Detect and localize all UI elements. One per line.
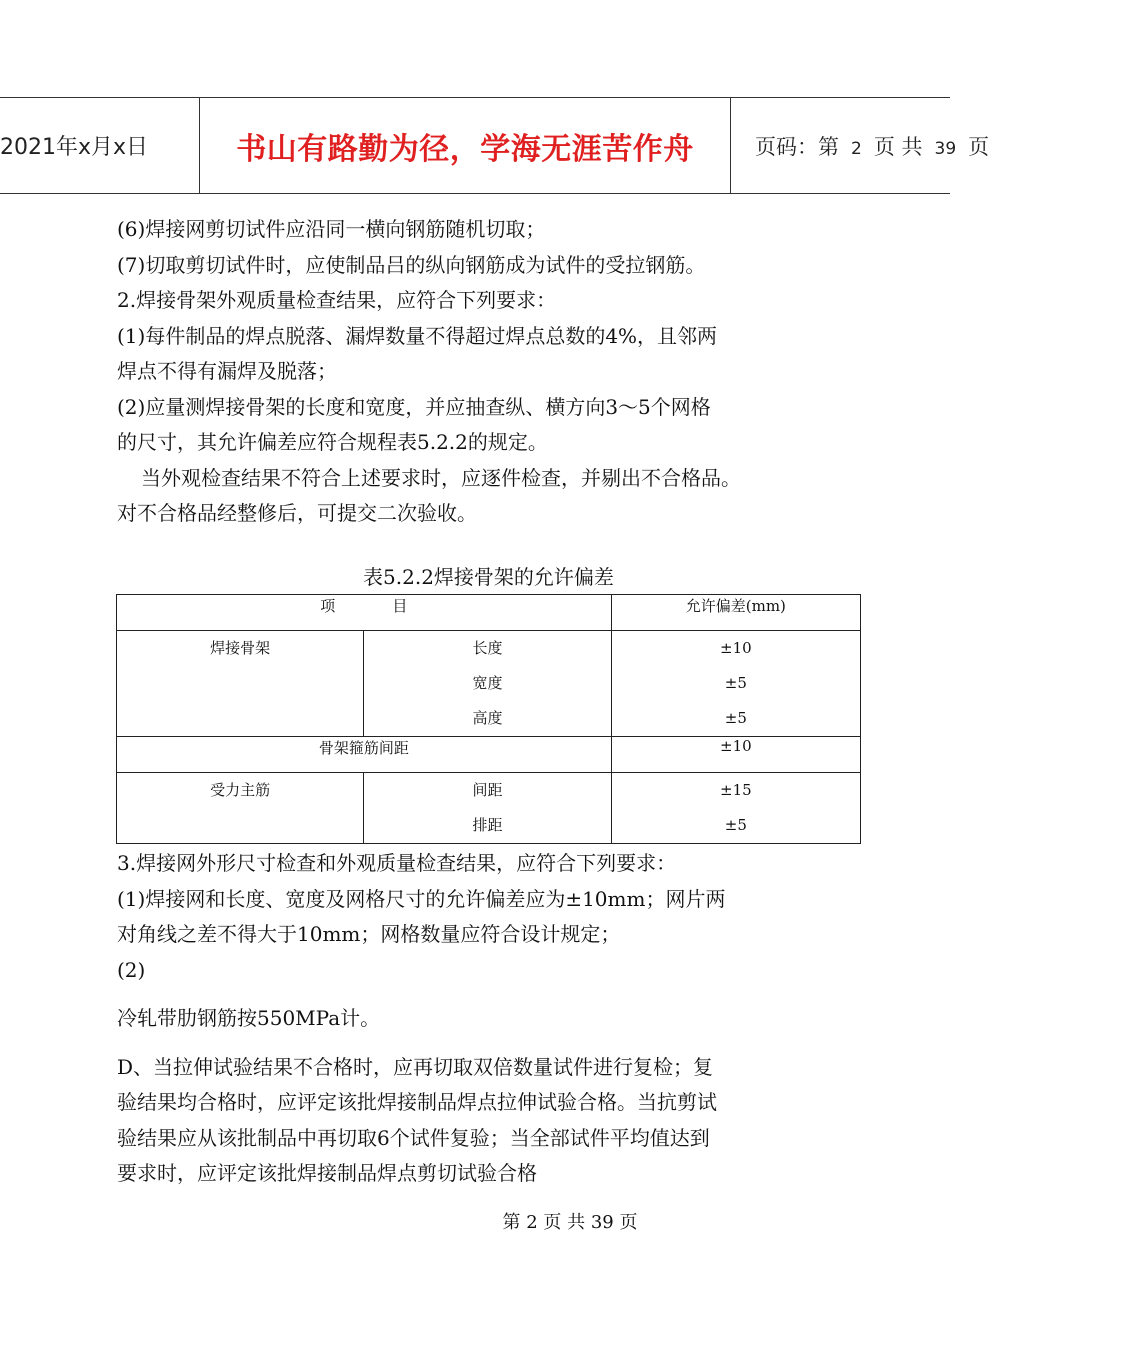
group1-value: ±5 (724, 674, 747, 692)
header-page-num: 2 (851, 138, 862, 159)
header-page-info (731, 131, 989, 161)
table-cell-group-name (117, 773, 364, 844)
page-footer: 第 2 页 共 39 页 (502, 1212, 638, 1233)
group3-item: 间距 (472, 781, 503, 799)
header-date-cell (0, 98, 199, 193)
paragraph-line: 验结果应从该批制品中再切取6个试件复验；当全部试件平均值达到 (117, 1125, 710, 1150)
group3-value: ±15 (720, 781, 752, 799)
table-header-item-text: 项 目 (320, 597, 408, 615)
group1-name: 焊接骨架 (210, 639, 271, 657)
group3-name: 受力主筋 (210, 781, 271, 799)
header-date: 2021年x月x日 (0, 135, 149, 160)
group1-item: 宽度 (472, 674, 503, 692)
paragraph-line: 3.焊接网外形尺寸检查和外观质量检查结果，应符合下列要求： (117, 851, 677, 875)
paragraph-line: 焊点不得有漏焊及脱落； (117, 359, 337, 383)
paragraph-line: 对角线之差不得大于10mm；网格数量应符合设计规定； (117, 922, 621, 946)
header-page-end: 页 (968, 134, 990, 159)
table-cell-items (364, 773, 611, 844)
table-header-tolerance: 允许偏差(mm) (611, 595, 860, 631)
group1-item: 高度 (472, 709, 503, 727)
header-page-total: 39 (934, 138, 957, 159)
paragraph-line: (7)切取剪切试件时，应使制品吕的纵向钢筋成为试件的受拉钢筋。 (117, 252, 706, 277)
paragraph-line: (1)每件制品的焊点脱落、漏焊数量不得超过焊点总数的4%，且邻两 (117, 323, 718, 348)
table-cell-values (611, 631, 860, 737)
paragraph-line: 对不合格品经整修后，可提交二次验收。 (117, 501, 477, 525)
paragraph-line: (6)焊接网剪切试件应沿同一横向钢筋随机切取； (117, 217, 546, 241)
paragraph-line: 要求时，应评定该批焊接制品焊点剪切试验合格 (117, 1161, 537, 1185)
group1-item: 长度 (472, 639, 503, 657)
paragraph-line: 验结果均合格时，应评定该批焊接制品焊点拉伸试验合格。当抗剪试 (117, 1090, 717, 1114)
paragraph-line: 冷轧带肋钢筋按550MPa计。 (117, 1006, 381, 1030)
paragraph-line: (2)应量测焊接骨架的长度和宽度，并应抽查纵、横方向3～5个网格 (117, 394, 711, 419)
group3-value: ±5 (724, 816, 747, 834)
table-cell-group-name (117, 631, 364, 737)
paragraph-line: (1)焊接网和长度、宽度及网格尺寸的允许偏差应为±10mm；网片两 (117, 886, 726, 911)
header-page-cell (731, 98, 990, 193)
header-motto-cell (199, 98, 731, 193)
table-cell-values (611, 773, 860, 844)
header-motto: 书山有路勤为径，学海无涯苦作舟 (236, 131, 694, 167)
table-header-row (117, 595, 861, 631)
table-caption: 表5.2.2焊接骨架的允许偏差 (363, 565, 614, 589)
page-header (0, 97, 990, 194)
group3-item: 排距 (472, 816, 503, 834)
paragraph-line: 2.焊接骨架外观质量检查结果，应符合下列要求： (117, 288, 557, 312)
body-text-top (117, 212, 877, 532)
table-cell-items (364, 631, 611, 737)
table-header-item (117, 595, 612, 631)
tolerance-table (116, 594, 861, 844)
paragraph-line: 的尺寸，其允许偏差应符合规程表5.2.2的规定。 (117, 430, 548, 454)
row2-name: 骨架箍筋间距 (117, 737, 612, 773)
table-row (117, 631, 861, 737)
paragraph-line: (2) (117, 957, 146, 982)
body-text-bottom (117, 846, 877, 1192)
group1-value: ±10 (720, 639, 752, 657)
row2-value: ±10 (611, 737, 860, 773)
paragraph-line: D、当拉伸试验结果不合格时，应再切取双倍数量试件进行复检；复 (117, 1054, 714, 1079)
header-page-mid: 页 共 (873, 134, 923, 159)
group1-value: ±5 (724, 709, 747, 727)
header-page-label: 页码：第 (755, 134, 839, 159)
table-row (117, 737, 861, 773)
table-row (117, 773, 861, 844)
paragraph-line: 当外观检查结果不符合上述要求时，应逐件检查，并剔出不合格品。 (141, 465, 741, 490)
